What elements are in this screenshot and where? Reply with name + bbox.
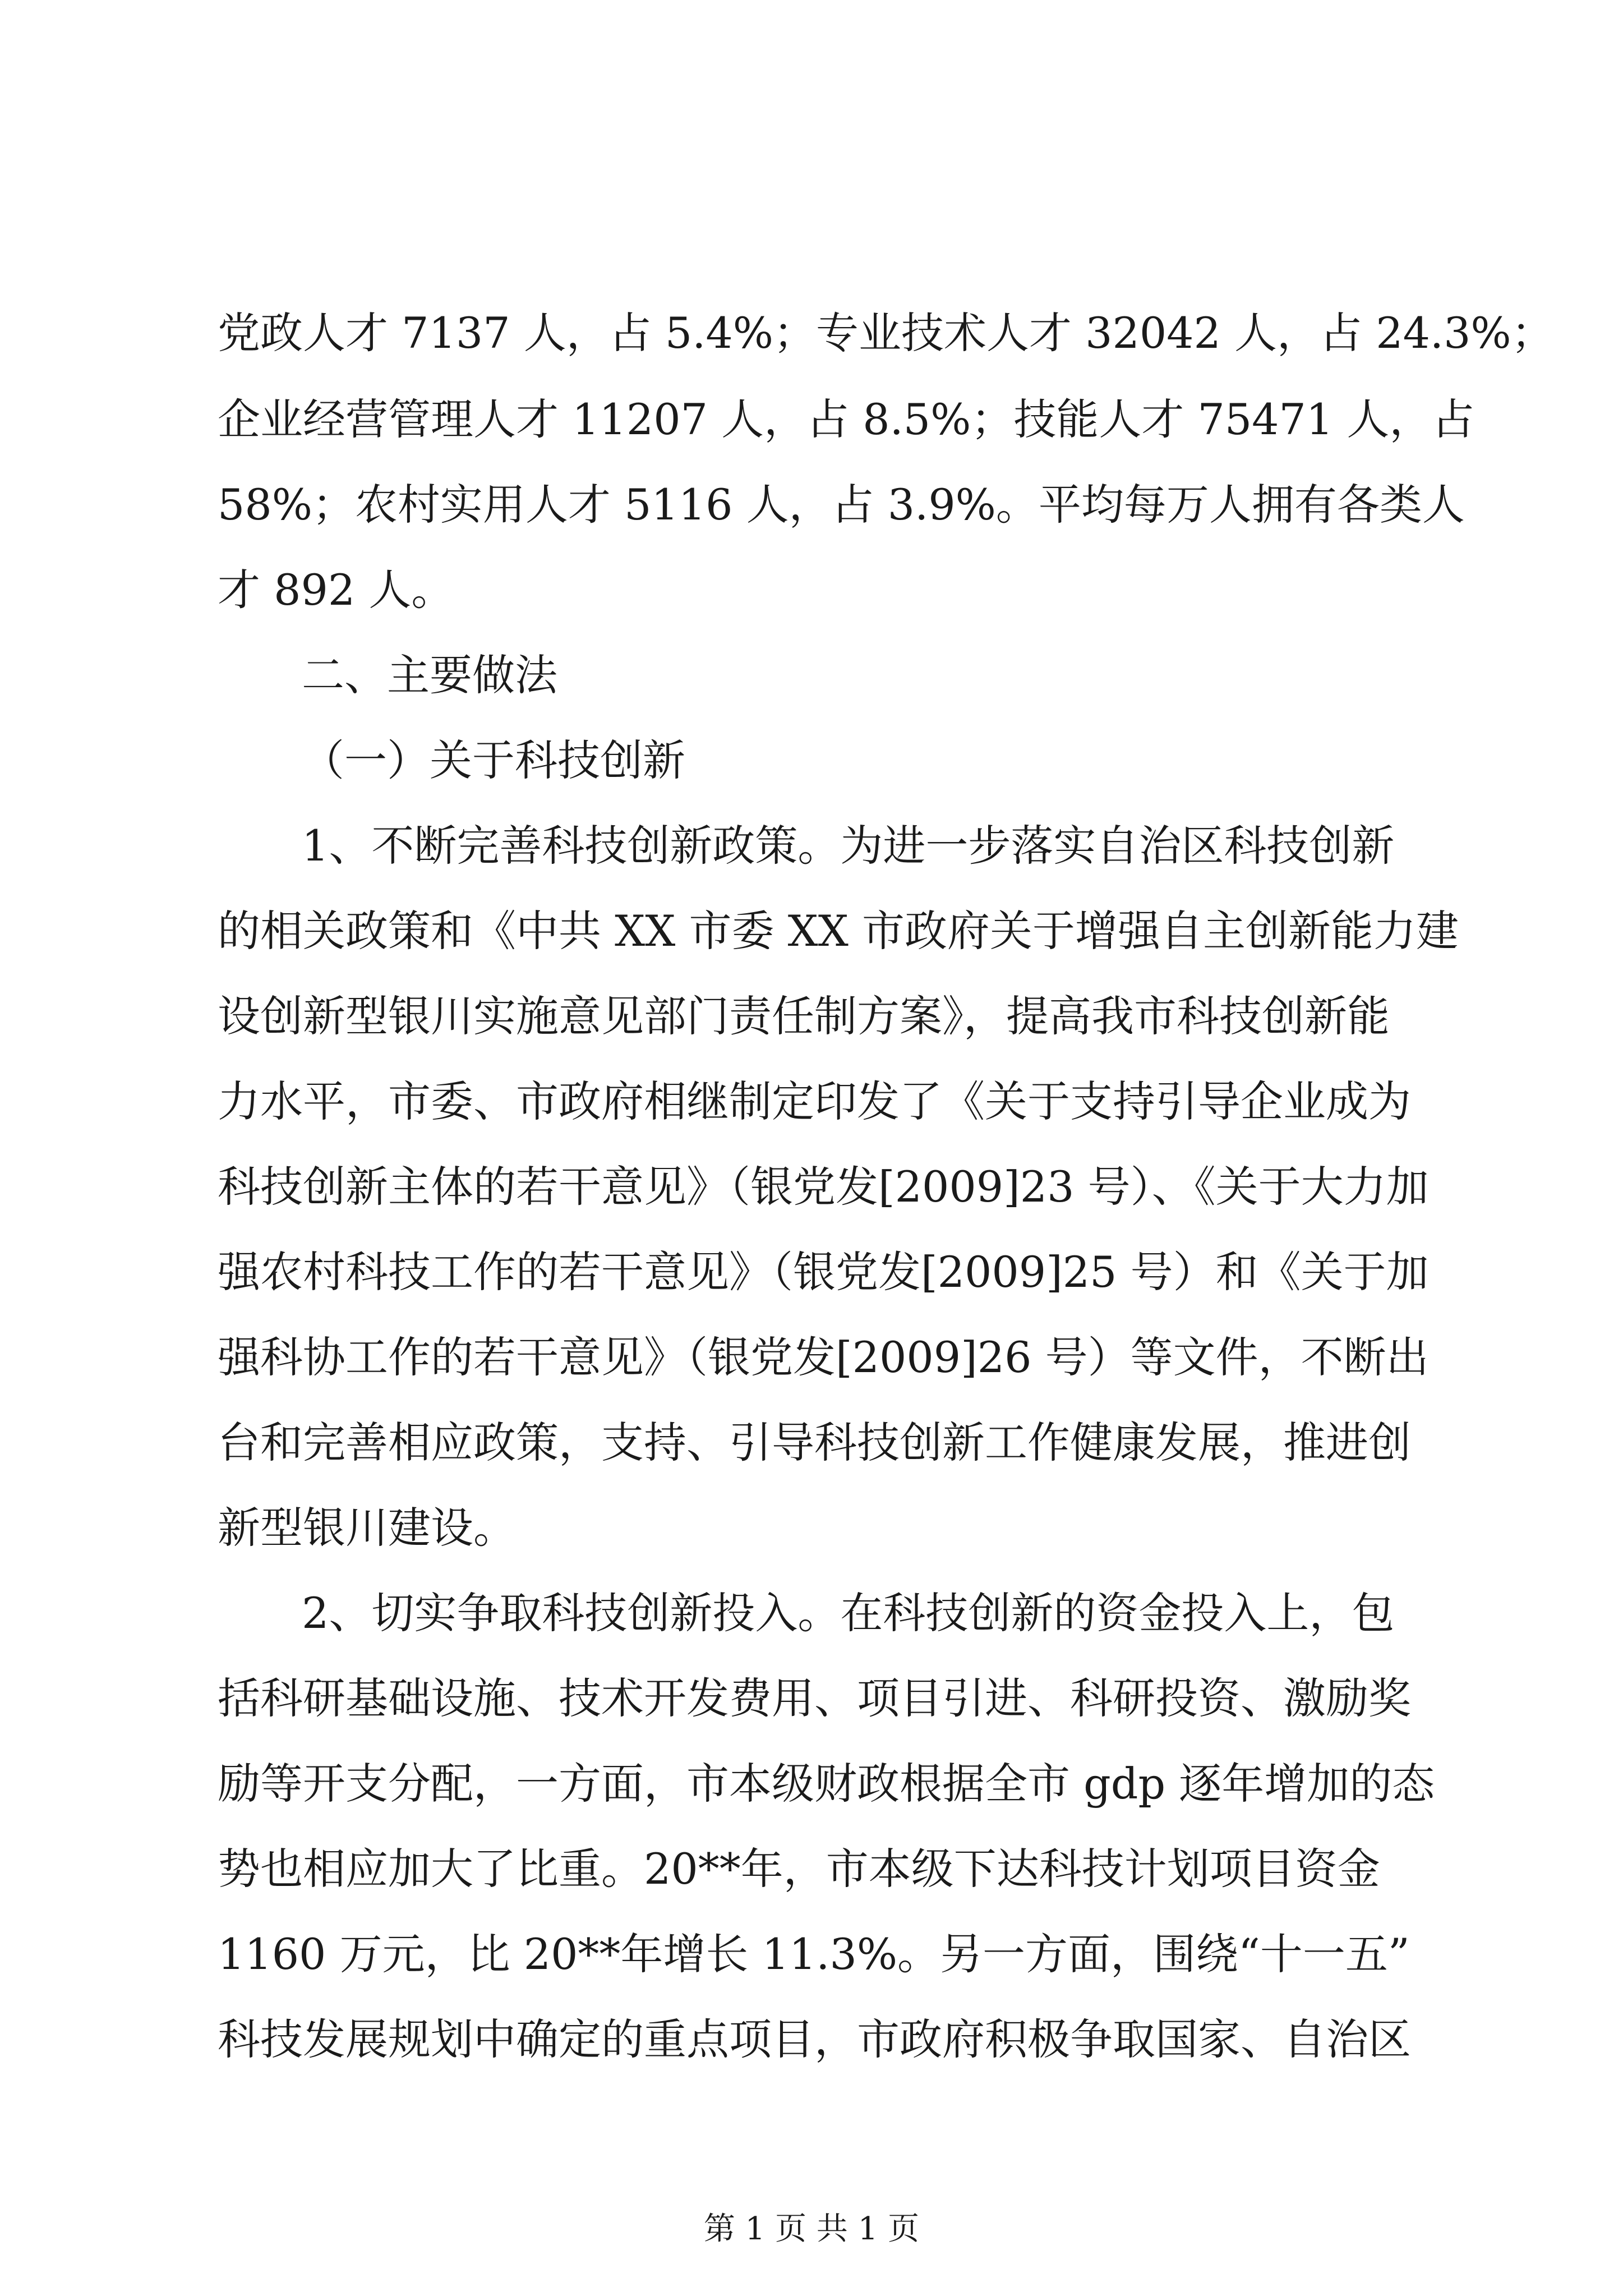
text-line: 科技创新主体的若干意见》（银党发[2009]23 号）、《关于大力加 — [218, 1162, 1429, 1212]
text-line: 58%；农村实用人才 5116 人，占 3.9%。平均每万人拥有各类人 — [218, 480, 1465, 530]
text-line: 科技发展规划中确定的重点项目，市政府积极争取国家、自治区 — [218, 2014, 1411, 2064]
section-heading: 二、主要做法 — [302, 650, 557, 700]
text-line: 1160 万元，比 20**年增长 11.3%。另一方面，围绕“十一五” — [218, 1929, 1410, 1979]
text-line: 括科研基础设施、技术开发费用、项目引进、科研投资、激励奖 — [218, 1673, 1411, 1723]
text-line: 励等开支分配，一方面，市本级财政根据全市 gdp 逐年增加的态 — [218, 1759, 1435, 1809]
paragraph-first-line: 2、切实争取科技创新投入。在科技创新的资金投入上，包 — [302, 1588, 1395, 1638]
text-line: 才 892 人。 — [218, 565, 454, 615]
text-line: 强农村科技工作的若干意见》（银党发[2009]25 号）和《关于加 — [218, 1247, 1429, 1297]
text-line: 势也相应加大了比重。20**年，市本级下达科技计划项目资金 — [218, 1844, 1380, 1894]
text-line: 设创新型银川实施意见部门责任制方案》，提高我市科技创新能 — [218, 991, 1390, 1041]
text-line: 台和完善相应政策，支持、引导科技创新工作健康发展，推进创 — [218, 1418, 1411, 1467]
text-line: 企业经营管理人才 11207 人，占 8.5%；技能人才 75471 人，占 — [218, 394, 1475, 444]
page-footer: 第 1 页 共 1 页 — [703, 2211, 920, 2247]
paragraph-first-line: 1、不断完善科技创新政策。为进一步落实自治区科技创新 — [302, 821, 1395, 871]
text-line: 新型银川建设。 — [218, 1503, 516, 1553]
text-line: 党政人才 7137 人，占 5.4%；专业技术人才 32042 人，占 24.3%； — [218, 308, 1554, 358]
subsection-heading: （一）关于科技创新 — [302, 735, 685, 785]
text-line: 强科协工作的若干意见》（银党发[2009]26 号）等文件，不断出 — [218, 1332, 1429, 1382]
text-line: 的相关政策和《中共 XX 市委 XX 市政府关于增强自主创新能力建 — [218, 906, 1459, 956]
text-line: 力水平，市委、市政府相继制定印发了《关于支持引导企业成为 — [218, 1076, 1411, 1126]
